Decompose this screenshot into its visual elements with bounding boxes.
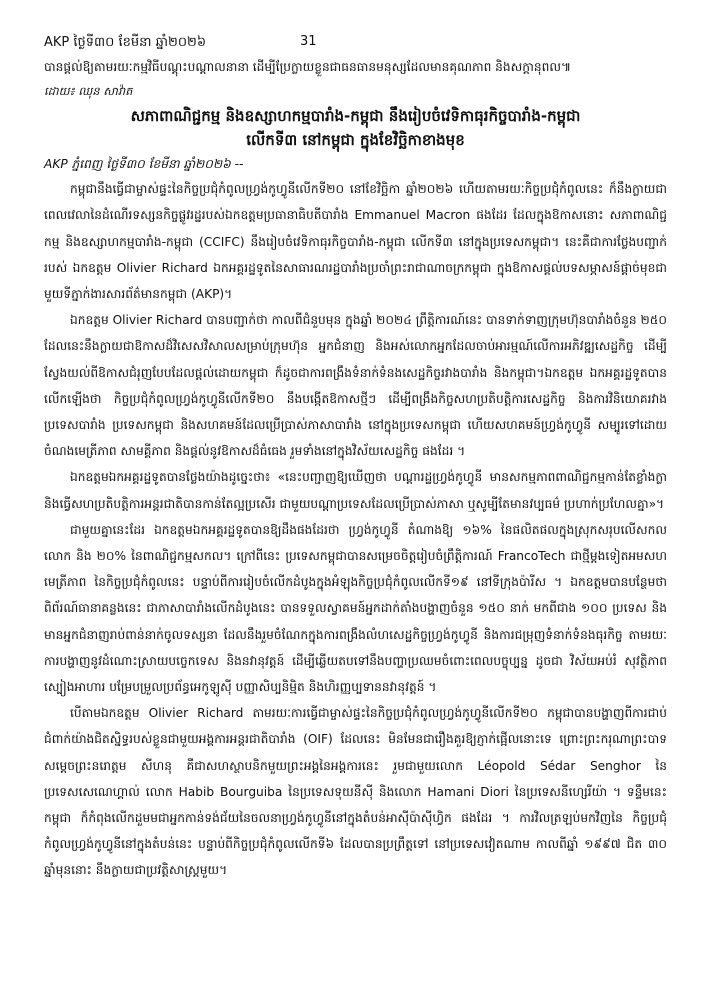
article-paragraph: ឯកឧត្តម Olivier Richard បានបញ្ជាក់ថា កាលពីជំនួបមុន ក្នុងឆ្នាំ ២០២៤ ព្រឹត្តិការណ៍នេះ បានទាក់ទាញក្រុមហ៊ុនបារាំងចំនួន ២៥០ ដែលនេះនឹងក្លាយជាឱកាសដ៏វិសេសវិសាលសម្រាប់ក្រុមហ៊ុន អ្នកជំនាញ និងអស់លោកអ្នកដែលចាប់អារម្មណ៍លើការអភិវឌ្ឍសេដ្ឋកិច្ច ដើម្បីស្វែងយល់ពីឱកាសជំរុញបែបដែលផ្ដល់ដោយកម្ពុជា ក៏ដូចជាការពង្រឹងទំនាក់ទំនងសេដ្ឋកិច្ចរវាងបារាំង និងកម្ពុជា។ឯកឧត្តម ឯកអគ្គរដ្ឋទូតបានលើកឡើងថា កិច្ចប្រជុំកំពូលហ្វ្រង់កូហ្វូនីលើកទី២០ នឹងបង្កើតឱកាសថ្មីៗ ដើម្បីពង្រឹងកិច្ចសហប្រតិបត្តិការសេដ្ឋកិច្ច និងការវិនិយោគរវាងប្រទេសបារាំង ប្រទេសកម្ពុជា និងសហគមន៍ដែលប្រើប្រាស់ភាសាបារាំង នៅក្នុងប្រទេសកម្ពុជា ហើយសហគមន៍ហ្វ្រង់កូហ្វូនី សម្បូរទៅដោយចំណងមេត្រីភាព សាមគ្គីភាព និងផ្ដល់នូវឱកាសដ៏ធំធេង រួមទាំងនៅក្នុងវិស័យសេដ្ឋកិច្ច ផងដែរ ។ <box>44 313 667 459</box>
page-number: 31 <box>300 34 317 49</box>
article-dateline: AKP ភ្នំពេញ ថ្ងៃទី៣០ ខែមីនា ឆ្នាំ២០២៦ -- <box>44 157 244 172</box>
article-paragraph: កម្ពុជានឹងធ្វើជាម្ចាស់ផ្ទះនៃកិច្ចប្រជុំកំពូលហ្វ្រង់កូហ្វូនីលើកទី២០ នៅខែវិច្ឆិកា ឆ្នាំ២០២៦ ហើយតាមរយៈកិច្ចប្រជុំកំពូលនេះ ក៏នឹងក្លាយជាពេលវេលានៃដំណើរទស្សនកិច្ចផ្លូវរដ្ឋរបស់ឯកឧត្តមប្រធានាធិបតីបារាំង Emmanuel Macron ផងដែរ ដែលក្នុងឱកាសនោះ សភាពាណិជ្ជកម្ម និងឧស្សាហកម្មបារាំង-កម្ពុជា (CCIFC) នឹងរៀបចំវេទិកាធុរកិច្ចបារាំង-កម្ពុជា លើកទី៣ នៅក្នុងប្រទេសកម្ពុជា។ នេះគឺជាការថ្លែងបញ្ជាក់របស់ ឯកឧត្តម Olivier Richard ឯកអគ្គរដ្ឋទូតនៃសាធារណរដ្ឋបារាំងប្រចាំព្រះរាជាណាចក្រកម្ពុជា ក្នុងឱកាសផ្ដល់បទសម្ភាសន៍ផ្ដាច់មុខជាមួយទីភ្នាក់ងារសារព័ត៌មានកម្ពុជា (AKP)។ <box>44 182 667 302</box>
header-publication-date: AKP ថ្ងៃទី៣០ ខែមីនា ឆ្នាំ២០២៦ <box>44 35 207 50</box>
author-byline: ដោយ៖ ឈុន សាវ៉ាត <box>44 84 133 99</box>
article-title <box>44 104 667 152</box>
article-paragraph: បើតាមឯកឧត្តម Olivier Richard តាមរយៈការធ្វើជាម្ចាស់ផ្ទះនៃកិច្ចប្រជុំកំពូលហ្វ្រង់កូហ្វូនីលើកទី២០ កម្ពុជាបានបង្ហាញពីការជាប់ជំពាក់យ៉ាងជិតស្និទ្ធរបស់ខ្លួនជាមួយអង្គការអន្តរជាតិបារាំង (OIF) ដែលនេះ មិនមែនជារឿងគួរឱ្យភ្ញាក់ផ្អើលនោះទេ ព្រោះព្រះករុណាព្រះបាទសម្ដេចព្រះនរោត្តម សីហនុ គឺជាសហស្ថាបនិកមួយព្រះអង្គនៃអង្គការនេះ រួមជាមួយលោក Léopold Sédar Senghor នៃប្រទេសសេណេហ្គាល់ លោក Habib Bourguiba នៃប្រទេសទុយនីស៊ី និងលោក Hamani Diori នៃប្រទេសនីហ្សេរីយ៉ា ។ ទន្ទឹមនេះ កម្ពុជា ក៏កំពុងលើកដួមមជាអ្នកកាន់ទង់ជ័យនៃចលនាហ្វ្រង់កូហ្វូនីនៅក្នុងតំបន់អាស៊ីប៉ាស៊ីហ្វិក ផងដែរ ។ ការវិលត្រឡប់មកវិញនៃ កិច្ចប្រជុំកំពូលហ្វ្រង់កូហ្វូនីនៅក្នុងតំបន់នេះ បន្ទាប់ពីកិច្ចប្រជុំកំពូលលើកទី៦ ដែលបានប្រព្រឹត្តទៅ នៅប្រទេសវៀតណាម កាលពីឆ្នាំ ១៩៩៧ ជិត ៣០ ឆ្នាំមុននោះ នឹងក្លាយជាប្រវត្តិសាស្ត្រមួយ។ <box>44 706 667 878</box>
article-title-line-1: សភាពាណិជ្ជកម្ម និងឧស្សាហកម្មបារាំង-កម្ពុជា នឹងរៀបចំវេទិកាធុរកិច្ចបារាំង-កម្ពុជា <box>130 107 581 126</box>
previous-article-ending: បានផ្ដល់ឱ្យតាមរយៈកម្មវិធីបណ្ដុះបណ្ដាលនានា ដើម្បីប្រែក្លាយខ្លួនជាធនធានមនុស្សដែលមានគុណភាព និងសក្ដានុពល៕ <box>44 60 572 74</box>
article-title-line-2: លើកទី៣ នៅកម្ពុជា ក្នុងខែវិច្ឆិកាខាងមុខ <box>246 131 465 150</box>
article-paragraph: ឯកឧត្តមឯកអគ្គរដ្ឋទូតបានថ្លែងយ៉ាងដូច្នេះថា៖ «នេះបញ្ជាញឱ្យឃើញថា បណ្ដារដ្ឋហ្វ្រង់កូហ្វូនី មានសកម្មភាពពាណិជ្ជកម្មកាន់តែខ្លាំងក្លា និងធ្វើសហប្រតិបត្តិការអន្តរជាតិបានកាន់តែល្អប្រសើរ ជាមួយបណ្ដាប្រទេសដែលប្រើប្រាស់ភាសា ឬសូម្បីតែមានវប្បធម៌ ប្រហាក់ប្រហែលគ្នា»។ <box>44 470 667 511</box>
page-header <box>44 34 667 54</box>
article-paragraph: ជាមួយគ្នានេះដែរ ឯកឧត្តមឯកអគ្គរដ្ឋទូតបានឱ្យដឹងផងដែរថា ហ្វ្រង់កូហ្វូនី តំណាងឱ្យ ១៦% នៃផលិតផលក្នុងស្រុកសរុបលើសកលលោក និង ២០% នៃពាណិជ្ជកម្មសកល។ ក្រៅពីនេះ ប្រទេសកម្ពុជាបានសម្រេចចិត្តរៀបចំព្រឹត្តិការណ៍ FrancoTech ជាថ្មីម្ដងទៀតអមសហមេត្រីភាព នៃកិច្ចប្រជុំកំពូលនេះ បន្ទាប់ពីការរៀបចំលើកដំបូងក្នុងអំឡុងកិច្ចប្រជុំកំពូលលើកទី១៩ នៅទីក្រុងប៉ារីស ។ ឯកឧត្តមបានបន្ថែមថា ពិព័រណ៍ធានាគន្លងនេះ ជាភាសាបារាំងលើកដំបូងនេះ បានទទួលស្វាគមន៍អ្នកដាក់តាំងបង្ហាញចំនួន ១៥០ នាក់ មកពីជាង ១០០ ប្រទេស និងមានអ្នកជំនាញរាប់ពាន់នាក់ចូលទស្សនា ដែលនឹងរួមចំណែកក្នុងការពង្រឹងលំហសេដ្ឋកិច្ចហ្វ្រង់កូហ្វូនី និងការជម្រុញទំនាក់ទំនងធុរកិច្ច តាមរយៈការបង្ហាញនូវដំណោះស្រាយបច្ចេកទេស និងនវានុវត្តន៍ ដើម្បីឆ្លើយតបទៅនឹងបញ្ហាប្រឈមចំពោះពេលបច្ចុប្បន្ន ដូចជា វិស័យអប់រំ សុវត្ថិភាពស្បៀងអាហារ បម្រែបម្រួលប្រព័ន្ធអេកូឡូស៊ី បញ្ញាសិប្បនិម្មិត និងហិរញ្ញប្បទាននវានុវត្តន៍ ។ <box>44 522 667 695</box>
